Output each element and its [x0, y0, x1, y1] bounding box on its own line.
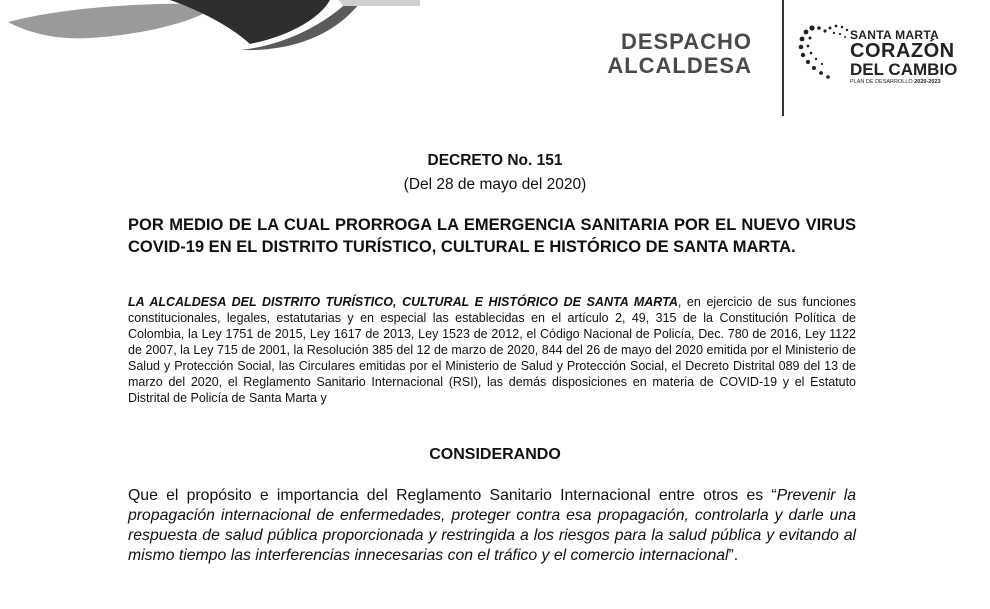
logo-plan: [850, 78, 968, 86]
considering-title: CONSIDERANDO: [429, 446, 561, 463]
logo-line-1: SANTA MARTA: [850, 28, 940, 42]
office-name: [580, 30, 752, 78]
header-divider: [782, 0, 784, 116]
decree-heading: POR MEDIO DE LA CUAL PRORROGA LA EMERGENCIA SANITARIA POR EL NUEVO VIRUS COVID-19 EN EL DISTRITO TURÍSTICO, CULTURAL E HISTÓRICO DE SANTA MARTA.: [128, 216, 856, 256]
preamble-body: , en ejercicio de sus funciones constitucionales, legales, estatutarias y en especial las establecidas en el artículo 2, 49, 315 de la Constitución Política de Colombia, la Ley 1751 de 2015, Ley 1617 de 2013, Ley 1523 de 2012, el Código Nacional de Policía, Dec. 780 de 2016, Ley 1122 de 2007, la Ley 715 de 2001, la Resolución 385 del 12 de marzo de 2020, 844 del 26 de mayo del 2020 emitida por el Ministerio de Salud y Protección Social, las Circulares emitidas por el Ministerio de Salud y Protección Social, el Decreto Distrital 089 del 13 de marzo del 2020, el Reglamento Sanitario Internacional (RSI), las demás disposiciones en materia de COVID-19 y el Estatuto Distrital de Policía de Santa Marta y: [128, 295, 856, 405]
office-line-2: ALCALDESA: [607, 53, 752, 78]
heart-logo-icon: [798, 22, 852, 82]
preamble: [128, 294, 856, 406]
logo-line-2: CORAZÓN: [850, 40, 955, 62]
considering-paragraph: [128, 486, 856, 566]
logo-plan-text: PLAN DE DESARROLLO: [850, 79, 913, 85]
logo-plan-years: 2020-2023: [914, 79, 941, 85]
paragraph-end: ”.: [728, 547, 739, 564]
logo-line-3: DEL CAMBIO: [850, 60, 958, 79]
logo-text: [850, 28, 968, 86]
decree-title: DECRETO No. 151: [427, 152, 563, 169]
paragraph-quote: Prevenir la propagación internacional de enfermedades, proteger contra esa propagación, controlarla y darle una respuesta de salud pública proporcionada y restringida a los riesgos para la salud pública y evitando al mismo tiempo las interferencias innecesarias con el tráfico y el comercio internacional: [128, 487, 857, 564]
decree-date: (Del 28 de mayo del 2020): [403, 176, 587, 193]
office-line-1: DESPACHO: [620, 29, 752, 54]
preamble-authority: LA ALCALDESA DEL DISTRITO TURÍSTICO, CULTURAL E HISTÓRICO DE SANTA MARTA: [128, 295, 678, 309]
paragraph-intro: Que el propósito e importancia del Reglamento Sanitario Internacional entre otros es “: [128, 487, 777, 504]
decorative-swoosh: [0, 0, 420, 60]
